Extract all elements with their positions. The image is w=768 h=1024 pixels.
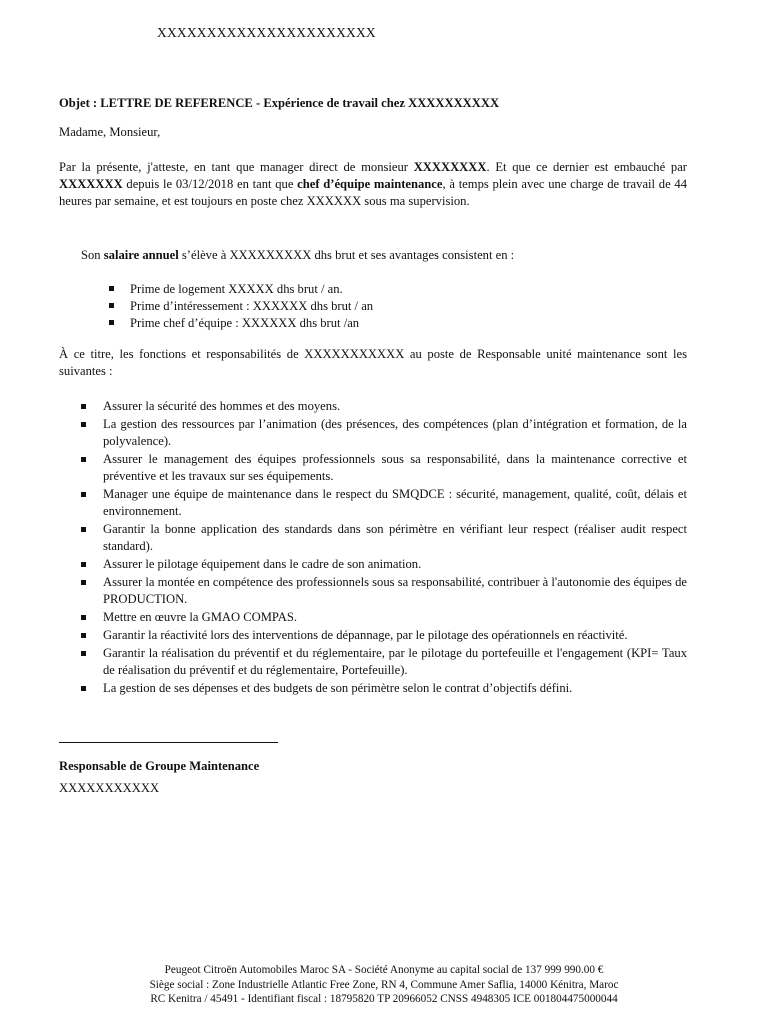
square-bullet-icon xyxy=(81,457,86,462)
square-bullet-icon xyxy=(81,580,86,585)
duty-text: Assurer la montée en compétence des professionnels sous sa responsabilité, contribuer à l'autonomie des équipes de PRODUCTION. xyxy=(103,575,687,606)
square-bullet-icon xyxy=(81,527,86,532)
header-name: XXXXXXXXXXXXXXXXXXXXXX xyxy=(157,25,376,40)
intro-text-2: . Et que ce dernier est embauché par xyxy=(486,160,687,174)
benefits-list xyxy=(109,281,373,332)
benefit-item xyxy=(109,281,373,298)
square-bullet-icon xyxy=(81,686,86,691)
benefit-item xyxy=(109,315,373,332)
footer-line-company: Peugeot Citroën Automobiles Maroc SA - Société Anonyme au capital social de 137 999 990.00 € xyxy=(164,964,604,976)
benefit-text: Prime d’intéressement : XXXXXX dhs brut / an xyxy=(130,299,374,313)
benefit-text: Prime de logement XXXXX dhs brut / an. xyxy=(130,282,343,296)
duty-text: Assurer le pilotage équipement dans le cadre de son animation. xyxy=(103,557,422,571)
duty-text: Mettre en œuvre la GMAO COMPAS. xyxy=(103,610,298,624)
square-bullet-icon xyxy=(109,320,114,325)
benefit-text: Prime chef d’équipe : XXXXXX dhs brut /an xyxy=(130,316,360,330)
duty-item xyxy=(81,398,687,415)
intro-text-1: Par la présente, j'atteste, en tant que manager direct de monsieur xyxy=(59,160,414,174)
salary-text-2: s’élève à XXXXXXXXX dhs brut et ses avantages consistent en : xyxy=(178,248,515,262)
duties-intro: À ce titre, les fonctions et responsabilités de XXXXXXXXXXX au poste de Responsable unité maintenance sont les suivantes : xyxy=(59,347,687,378)
duty-item xyxy=(81,680,687,697)
intro-paragraph xyxy=(59,159,687,210)
duty-item xyxy=(81,574,687,608)
duty-item xyxy=(81,627,687,644)
square-bullet-icon xyxy=(81,492,86,497)
duty-item xyxy=(81,645,687,679)
duty-text: Garantir la réalisation du préventif et du réglementaire, par le pilotage du portefeuille et l'engagement (KPI= Taux de réalisation du préventif et du réglementaire, Portefeuille). xyxy=(103,646,687,677)
duty-text: La gestion des ressources par l’animation (des présences, des compétences (plan d’intégration et formation, de la polyvalence). xyxy=(103,417,687,448)
employer-name: XXXXXXX xyxy=(59,177,123,191)
employee-name: XXXXXXXX xyxy=(413,160,487,174)
footer-line-address: Siège social : Zone Industrielle Atlantic Free Zone, RN 4, Commune Amer Saflia, 14000 Kénitra, Maroc xyxy=(149,978,619,991)
salary-text-1: Son xyxy=(81,248,104,262)
duty-item xyxy=(81,521,687,555)
square-bullet-icon xyxy=(81,422,86,427)
letter-subject: Objet : LETTRE DE REFERENCE - Expérience de travail chez XXXXXXXXXX xyxy=(59,96,500,110)
duty-text: Assurer le management des équipes professionnels sous sa responsabilité, dans la maintenance corrective et préventive et les travaux sur ses équipements. xyxy=(103,452,687,483)
duty-text: Garantir la réactivité lors des interventions de dépannage, par le pilotage des opérationnels en réactivité. xyxy=(103,628,628,642)
square-bullet-icon xyxy=(81,562,86,567)
square-bullet-icon xyxy=(81,651,86,656)
duty-text: La gestion de ses dépenses et des budgets de son périmètre selon le contrat d’objectifs défini. xyxy=(103,681,573,695)
benefit-item xyxy=(109,298,373,315)
signatory-title: Responsable de Groupe Maintenance xyxy=(59,759,260,773)
duty-item xyxy=(81,416,687,450)
duty-text: Assurer la sécurité des hommes et des moyens. xyxy=(103,399,341,413)
square-bullet-icon xyxy=(81,404,86,409)
duties-list xyxy=(81,398,687,698)
intro-text-3: depuis le 03/12/2018 en tant que xyxy=(122,177,298,191)
company-footer xyxy=(0,963,768,1007)
salary-paragraph xyxy=(81,247,514,264)
duty-item xyxy=(81,486,687,520)
duty-item xyxy=(81,556,687,573)
job-role: chef d’équipe maintenance xyxy=(297,177,443,191)
duty-item xyxy=(81,609,687,626)
duty-text: Manager une équipe de maintenance dans le respect du SMQDCE : sécurité, management, qualité, coût, délais et environnement. xyxy=(103,487,687,518)
signature-line xyxy=(59,742,278,743)
square-bullet-icon xyxy=(109,303,114,308)
square-bullet-icon xyxy=(81,633,86,638)
salary-label: salaire annuel xyxy=(103,248,179,262)
square-bullet-icon xyxy=(109,286,114,291)
square-bullet-icon xyxy=(81,615,86,620)
signatory-name: XXXXXXXXXXX xyxy=(59,781,160,795)
salutation: Madame, Monsieur, xyxy=(59,125,161,139)
footer-line-registration: RC Kenitra / 45491 - Identifiant fiscal : 18795820 TP 20966052 CNSS 4948305 ICE 001804475000044 xyxy=(150,993,618,1005)
duty-text: Garantir la bonne application des standards dans son périmètre en vérifiant leur respect (réaliser audit respect standard). xyxy=(103,522,687,553)
intro-text-4: , à temps plein avec une charge de travail de 44 heures par semaine, et est toujours en poste chez XXXXXX sous ma supervision. xyxy=(59,177,687,208)
duty-item xyxy=(81,451,687,485)
